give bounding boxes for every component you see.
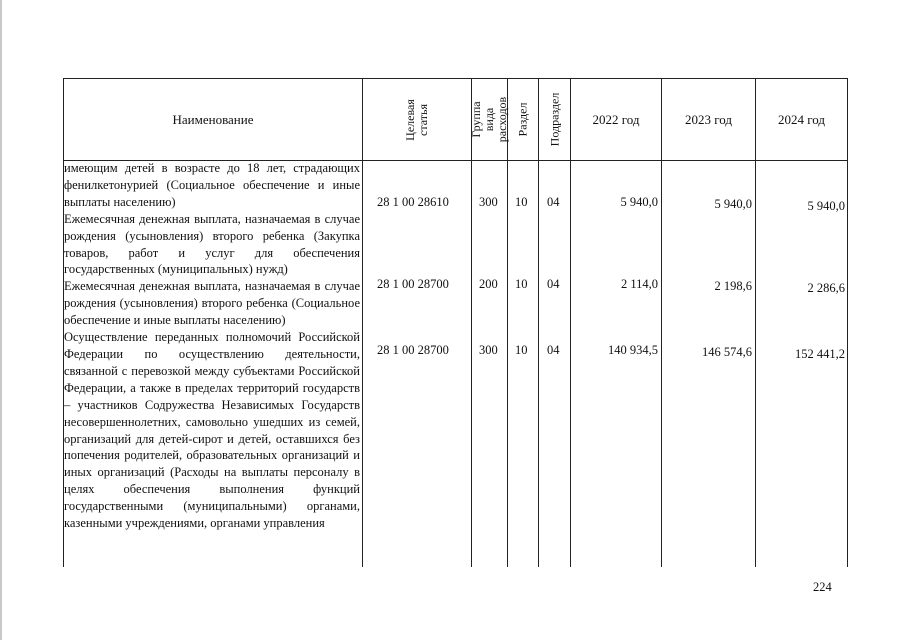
- header-2024: 2024 год: [778, 111, 825, 127]
- page-number: 224: [813, 580, 832, 594]
- row-3-2022: 140 934,5: [608, 343, 658, 357]
- header-section: [508, 79, 538, 160]
- header-subsection-label: Подраздел: [547, 92, 562, 147]
- header-name: Наименование: [172, 111, 254, 127]
- name-column: [64, 160, 360, 568]
- header-2022: 2022 год: [592, 111, 640, 127]
- table-border-right: [847, 78, 848, 567]
- row-3-target: 28 1 00 28700: [377, 343, 449, 357]
- row-2-target: 28 1 00 28700: [377, 277, 449, 291]
- row-2-2022: 2 114,0: [620, 277, 658, 291]
- row-2-section: 10: [515, 277, 528, 291]
- header-section-label: Раздел: [515, 102, 530, 137]
- header-2023: 2023 год: [685, 111, 732, 127]
- row-1-name: имеющим детей в возрасте до 18 лет, страдающих фенилкетонурией (Социальное обеспечение и иные выплаты населению): [64, 161, 360, 209]
- row-1-2024: 5 940,0: [807, 199, 845, 213]
- row-1-target: 28 1 00 28610: [377, 195, 449, 209]
- row-2-2024: 2 286,6: [807, 281, 845, 295]
- header-target: [363, 79, 471, 160]
- header-group-label: Группа вида расходов: [469, 96, 509, 143]
- row-2-name: Ежемесячная денежная выплата, назначаемая в случае рождения (усыновления) второго ребенка (Закупка товаров, работ и услуг для обеспечения государственных (муниципальных) нужд): [64, 211, 360, 277]
- header-subsection: [539, 79, 570, 160]
- row-3-section: 10: [515, 343, 528, 357]
- row-3-subsection: 04: [547, 343, 560, 357]
- row-1-group: 300: [479, 195, 498, 209]
- row-4-name: Осуществление переданных полномочий Российской Федерации по осуществлению деятельности, связанной с перевозкой между субъектами Российской Федерации, а также в пределах территорий государств – участников Содружества Независимых Государств несовершеннолетних, самовольно ушедших из семей, организаций для детей-сирот и детей, оставшихся без попечения родителей, образовательных организаций и иных организаций (Расходы на выплаты персоналу в целях обеспечения выполнения функций государственными (муниципальными) органами, казенными учреждениями, органами управления: [64, 330, 360, 531]
- row-2-group: 200: [479, 277, 498, 291]
- row-3-2023: 146 574,6: [702, 345, 752, 359]
- row-1-subsection: 04: [547, 195, 560, 209]
- header-group: [469, 79, 509, 160]
- row-1-2023: 5 940,0: [714, 197, 752, 211]
- row-2-subsection: 04: [547, 277, 560, 291]
- row-3-2024: 152 441,2: [795, 347, 845, 361]
- header-target-label: Целевая статья: [403, 98, 430, 141]
- row-2-2023: 2 198,6: [714, 279, 752, 293]
- row-3-group: 300: [479, 343, 498, 357]
- row-1-section: 10: [515, 195, 528, 209]
- row-3-name: Ежемесячная денежная выплата, назначаемая в случае рождения (усыновления) второго ребенка (Социальное обеспечение и иные выплаты населению): [64, 279, 360, 328]
- row-1-2022: 5 940,0: [620, 195, 658, 209]
